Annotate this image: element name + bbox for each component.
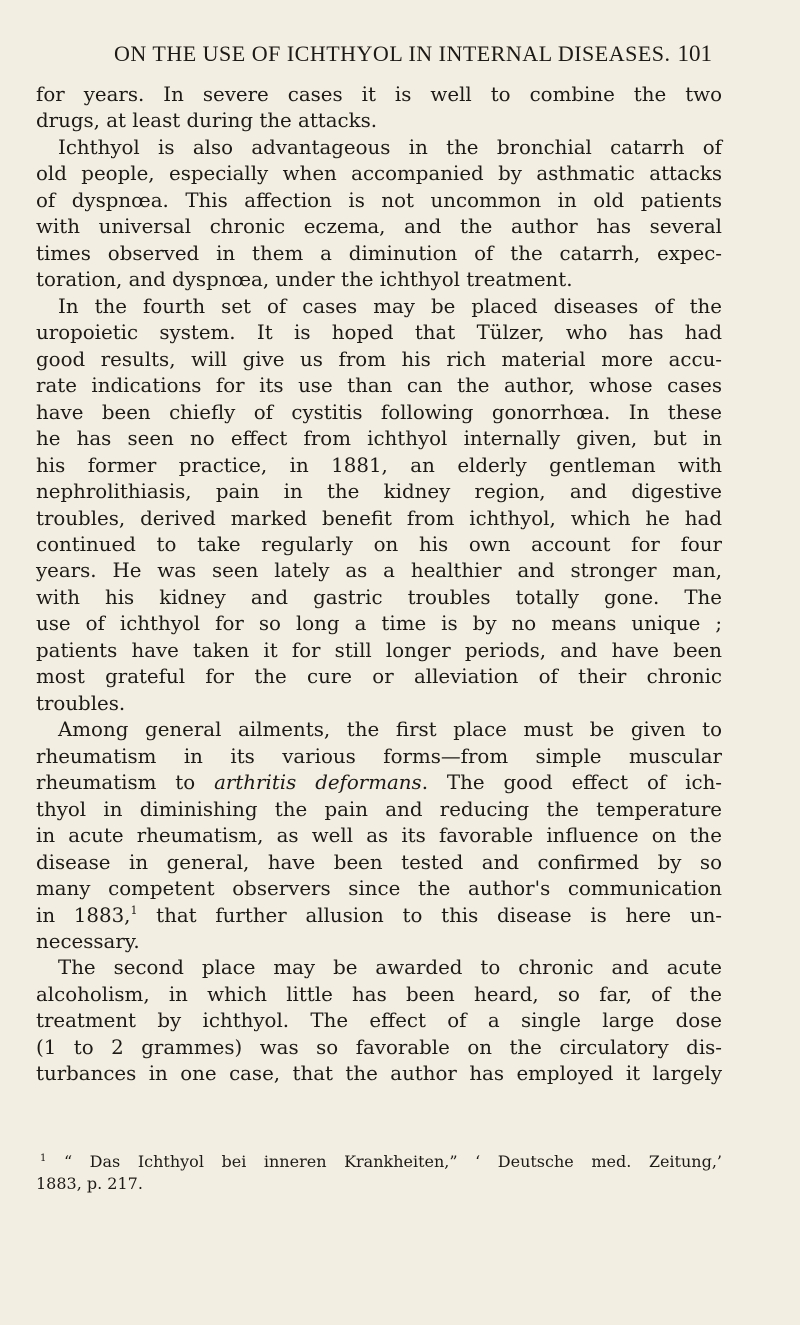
text-line xyxy=(36,903,722,929)
text-line: Among general ailments, the first place must be given to xyxy=(58,718,722,742)
footnote-line xyxy=(36,1151,722,1173)
footnote-text: “ Das Ichthyol bei inneren Krankheiten,” ‘ Deutsche med. Zeitung,’ xyxy=(46,1152,722,1171)
footnote-line: 1883, p. 217. xyxy=(36,1174,143,1193)
text-line: years. He was seen lately as a healthier and stronger man, xyxy=(36,559,722,583)
text-line: many competent observers since the author's communication xyxy=(36,877,722,901)
text-line: of dyspnœa. This affection is not uncommon in old patients xyxy=(36,188,722,212)
italic-term: arthritis deformans xyxy=(214,771,422,795)
text-line: in acute rheumatism, as well as its favorable influence on the xyxy=(36,824,722,848)
text-line: have been chiefly of cystitis following gonorrhœa. In these xyxy=(36,400,722,424)
text-line: necessary. xyxy=(36,930,140,953)
text-line: good results, will give us from his rich material more accu- xyxy=(36,347,722,371)
running-head: ON THE USE OF ICHTHYOL IN INTERNAL DISEASES. xyxy=(114,41,671,66)
footnotes xyxy=(36,1151,722,1195)
text-line: for years. In severe cases it is well to combine the two xyxy=(36,83,722,106)
text-line: The second place may be awarded to chronic and acute xyxy=(58,956,722,980)
text-line: his former practice, in 1881, an elderly gentleman with xyxy=(36,453,722,477)
text-line: nephrolithiasis, pain in the kidney region, and digestive xyxy=(36,480,722,504)
text-line: he has seen no effect from ichthyol internally given, but in xyxy=(36,427,722,451)
text-segment: rheumatism to xyxy=(36,771,196,795)
text-line: Ichthyol is also advantageous in the bronchial catarrh of xyxy=(58,135,722,159)
text-line: with universal chronic eczema, and the author has several xyxy=(36,215,722,239)
text-segment: . The good effect of ich- xyxy=(421,771,722,795)
text-line: In the fourth set of cases may be placed diseases of the xyxy=(58,294,722,318)
text-line: drugs, at least during the attacks. xyxy=(36,109,378,133)
text-line: continued to take regularly on his own account for four xyxy=(36,532,722,556)
text-line: turbances in one case, that the author has employed it largely xyxy=(36,1062,722,1086)
text-segment: in 1883, xyxy=(36,903,131,927)
text-line: thyol in diminishing the pain and reducing the temperature xyxy=(36,797,722,821)
text-line: alcoholism, in which little has been heard, so far, of the xyxy=(36,982,722,1006)
text-line: use of ichthyol for so long a time is by no means unique ; xyxy=(36,612,722,636)
text-line: troubles. xyxy=(36,691,126,715)
text-line: most grateful for the cure or alleviation of their chronic xyxy=(36,665,722,689)
text-line: rate indications for its use than can the author, whose cases xyxy=(36,374,722,398)
text-segment: that further allusion to this disease is here un- xyxy=(137,903,722,927)
text-line: old people, especially when accompanied by asthmatic attacks xyxy=(36,162,722,186)
page-header xyxy=(40,40,712,68)
page-number: 101 xyxy=(677,41,712,66)
text-line: times observed in them a diminution of the catarrh, expec- xyxy=(36,241,722,265)
text-line: (1 to 2 grammes) was so favorable on the circulatory dis- xyxy=(36,1035,722,1059)
text-line: rheumatism in its various forms—from simple muscular xyxy=(36,744,722,768)
text-line: disease in general, have been tested and confirmed by so xyxy=(36,850,722,874)
text-line xyxy=(36,770,722,796)
text-line: treatment by ichthyol. The effect of a single large dose xyxy=(36,1009,722,1033)
body-text xyxy=(36,82,722,1088)
text-line: with his kidney and gastric troubles totally gone. The xyxy=(36,585,722,609)
text-line: uropoietic system. It is hoped that Tülzer, who has had xyxy=(36,321,722,345)
text-line: toration, and dyspnœa, under the ichthyol treatment. xyxy=(36,268,573,292)
footnote-reference[interactable]: 1 xyxy=(130,903,138,917)
footnote-marker: 1 xyxy=(40,1153,47,1164)
text-line: patients have taken it for still longer periods, and have been xyxy=(36,638,722,662)
text-line: troubles, derived marked benefit from ichthyol, which he had xyxy=(36,506,722,530)
